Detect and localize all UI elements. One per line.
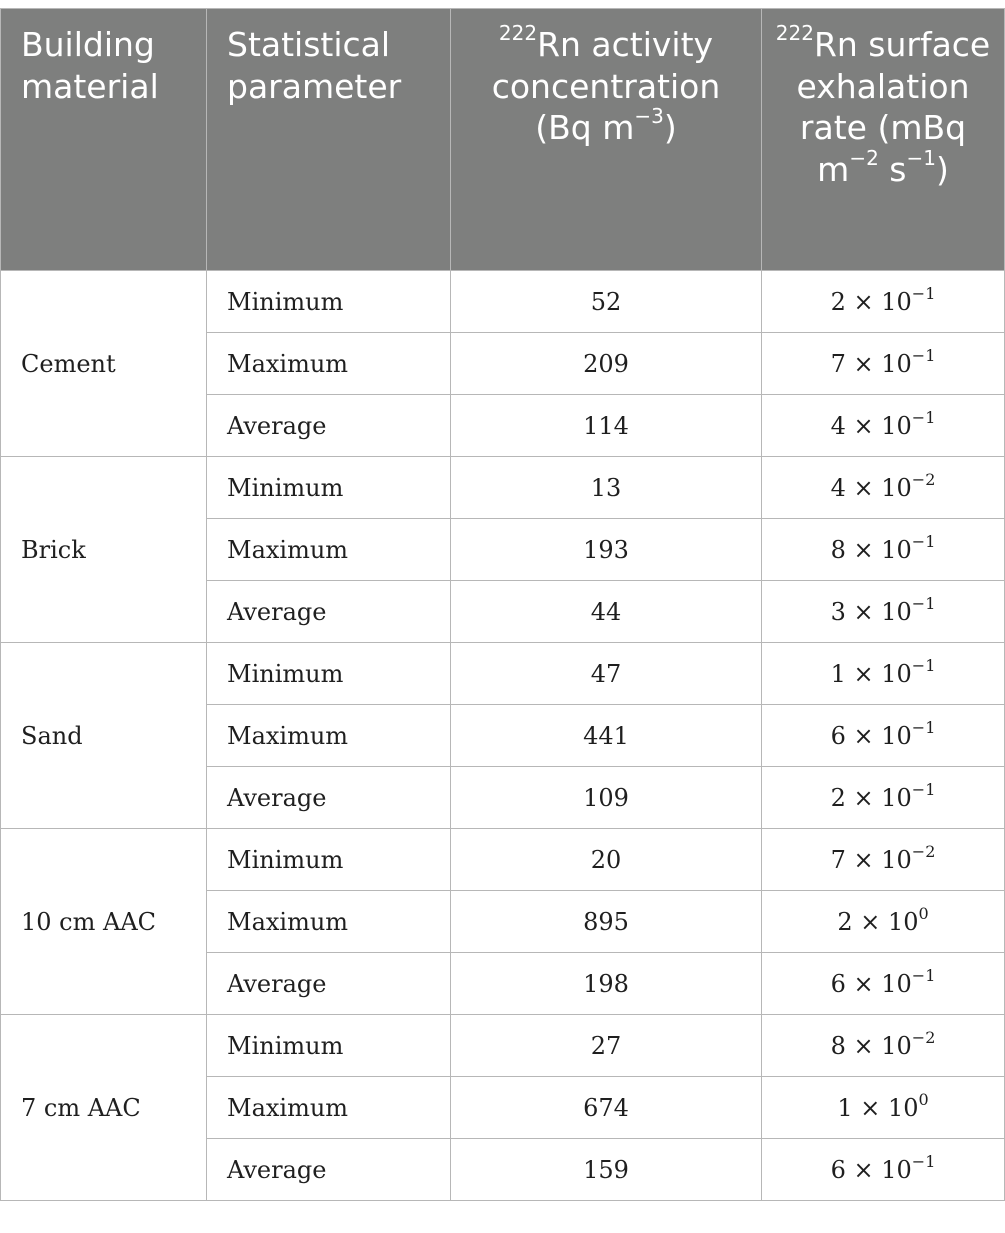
- exhalation-rate-exponent: −1: [911, 407, 936, 427]
- building-material-cell: 7 cm AAC: [1, 1015, 207, 1201]
- exhalation-rate-base: 6 × 10: [830, 969, 912, 998]
- exhalation-rate-exponent: −1: [911, 779, 936, 799]
- activity-concentration-cell: 20: [451, 829, 762, 891]
- exhalation-rate-cell: [762, 767, 1005, 829]
- building-material-cell: 10 cm AAC: [1, 829, 207, 1015]
- building-material-cell: Brick: [1, 457, 207, 643]
- statistical-parameter-cell: Minimum: [207, 271, 451, 333]
- activity-concentration-cell: 198: [451, 953, 762, 1015]
- statistical-parameter-cell: Maximum: [207, 519, 451, 581]
- exhalation-rate-exponent: −1: [911, 965, 936, 985]
- exhalation-rate-base: 7 × 10: [830, 349, 912, 378]
- exhalation-rate-cell: [762, 1139, 1005, 1201]
- table-header: [1, 9, 1005, 271]
- header-building-material: Building material: [1, 9, 207, 271]
- table-row: [1, 1015, 1005, 1077]
- exhalation-rate-base: 2 × 10: [830, 287, 912, 316]
- exhalation-rate-base: 8 × 10: [830, 1031, 912, 1060]
- statistical-parameter-cell: Average: [207, 1139, 451, 1201]
- exhalation-rate-base: 2 × 10: [830, 783, 912, 812]
- exhalation-rate-cell: [762, 891, 1005, 953]
- statistical-parameter-cell: Maximum: [207, 1077, 451, 1139]
- activity-concentration-cell: 159: [451, 1139, 762, 1201]
- exhalation-rate-base: 6 × 10: [830, 721, 912, 750]
- statistical-parameter-cell: Maximum: [207, 705, 451, 767]
- exhalation-rate-base: 2 × 10: [837, 907, 919, 936]
- exhalation-rate-exponent: −1: [911, 1151, 936, 1171]
- table-row: [1, 271, 1005, 333]
- statistical-parameter-cell: Minimum: [207, 643, 451, 705]
- activity-concentration-cell: 44: [451, 581, 762, 643]
- statistical-parameter-cell: Minimum: [207, 829, 451, 891]
- statistical-parameter-cell: Average: [207, 767, 451, 829]
- radon-data-table: [0, 8, 1005, 1201]
- exhalation-rate-exponent: 0: [918, 1089, 929, 1109]
- activity-concentration-cell: 109: [451, 767, 762, 829]
- statistical-parameter-cell: Maximum: [207, 891, 451, 953]
- exhalation-rate-base: 6 × 10: [830, 1155, 912, 1184]
- exhalation-rate-cell: [762, 1077, 1005, 1139]
- statistical-parameter-cell: Average: [207, 395, 451, 457]
- exhalation-rate-exponent: −1: [911, 717, 936, 737]
- exhalation-rate-exponent: −2: [911, 1027, 936, 1047]
- exhalation-rate-exponent: −1: [911, 531, 936, 551]
- exhalation-rate-cell: [762, 271, 1005, 333]
- exhalation-rate-cell: [762, 643, 1005, 705]
- activity-concentration-cell: 441: [451, 705, 762, 767]
- activity-concentration-cell: 193: [451, 519, 762, 581]
- header-statistical-parameter: Statistical parameter: [207, 9, 451, 271]
- exhalation-rate-base: 4 × 10: [830, 411, 912, 440]
- exhalation-rate-base: 3 × 10: [830, 597, 912, 626]
- exhalation-rate-base: 8 × 10: [830, 535, 912, 564]
- activity-concentration-cell: 209: [451, 333, 762, 395]
- building-material-cell: Sand: [1, 643, 207, 829]
- exhalation-rate-exponent: −2: [911, 469, 936, 489]
- exhalation-rate-cell: [762, 705, 1005, 767]
- exhalation-rate-base: 7 × 10: [830, 845, 912, 874]
- exhalation-rate-cell: [762, 333, 1005, 395]
- exhalation-rate-exponent: −1: [911, 655, 936, 675]
- header-activity-concentration: $^{222}$Rn activity concentration (Bq $m^{-3}$): [451, 9, 762, 271]
- exhalation-rate-cell: [762, 519, 1005, 581]
- exhalation-rate-cell: [762, 581, 1005, 643]
- activity-concentration-cell: 52: [451, 271, 762, 333]
- activity-concentration-cell: 674: [451, 1077, 762, 1139]
- exhalation-rate-exponent: −2: [911, 841, 936, 861]
- exhalation-rate-cell: [762, 829, 1005, 891]
- table-row: [1, 643, 1005, 705]
- exhalation-rate-cell: [762, 953, 1005, 1015]
- statistical-parameter-cell: Maximum: [207, 333, 451, 395]
- activity-concentration-cell: 47: [451, 643, 762, 705]
- exhalation-rate-exponent: −1: [911, 593, 936, 613]
- table-body: [1, 271, 1005, 1201]
- activity-concentration-cell: 27: [451, 1015, 762, 1077]
- statistical-parameter-cell: Average: [207, 581, 451, 643]
- exhalation-rate-cell: [762, 395, 1005, 457]
- table-row: [1, 829, 1005, 891]
- building-material-cell: Cement: [1, 271, 207, 457]
- exhalation-rate-base: 1 × 10: [830, 659, 912, 688]
- exhalation-rate-base: 4 × 10: [830, 473, 912, 502]
- exhalation-rate-cell: [762, 1015, 1005, 1077]
- statistical-parameter-cell: Minimum: [207, 457, 451, 519]
- table-row: [1, 457, 1005, 519]
- header-exhalation-rate: $^{222}$Rn surface exhalation rate (mBq $m^{-2}$ $s^{-1}$): [762, 9, 1005, 271]
- activity-concentration-cell: 895: [451, 891, 762, 953]
- exhalation-rate-cell: [762, 457, 1005, 519]
- statistical-parameter-cell: Minimum: [207, 1015, 451, 1077]
- exhalation-rate-exponent: 0: [918, 903, 929, 923]
- exhalation-rate-exponent: −1: [911, 283, 936, 303]
- exhalation-rate-exponent: −1: [911, 345, 936, 365]
- statistical-parameter-cell: Average: [207, 953, 451, 1015]
- activity-concentration-cell: 13: [451, 457, 762, 519]
- exhalation-rate-base: 1 × 10: [837, 1093, 919, 1122]
- activity-concentration-cell: 114: [451, 395, 762, 457]
